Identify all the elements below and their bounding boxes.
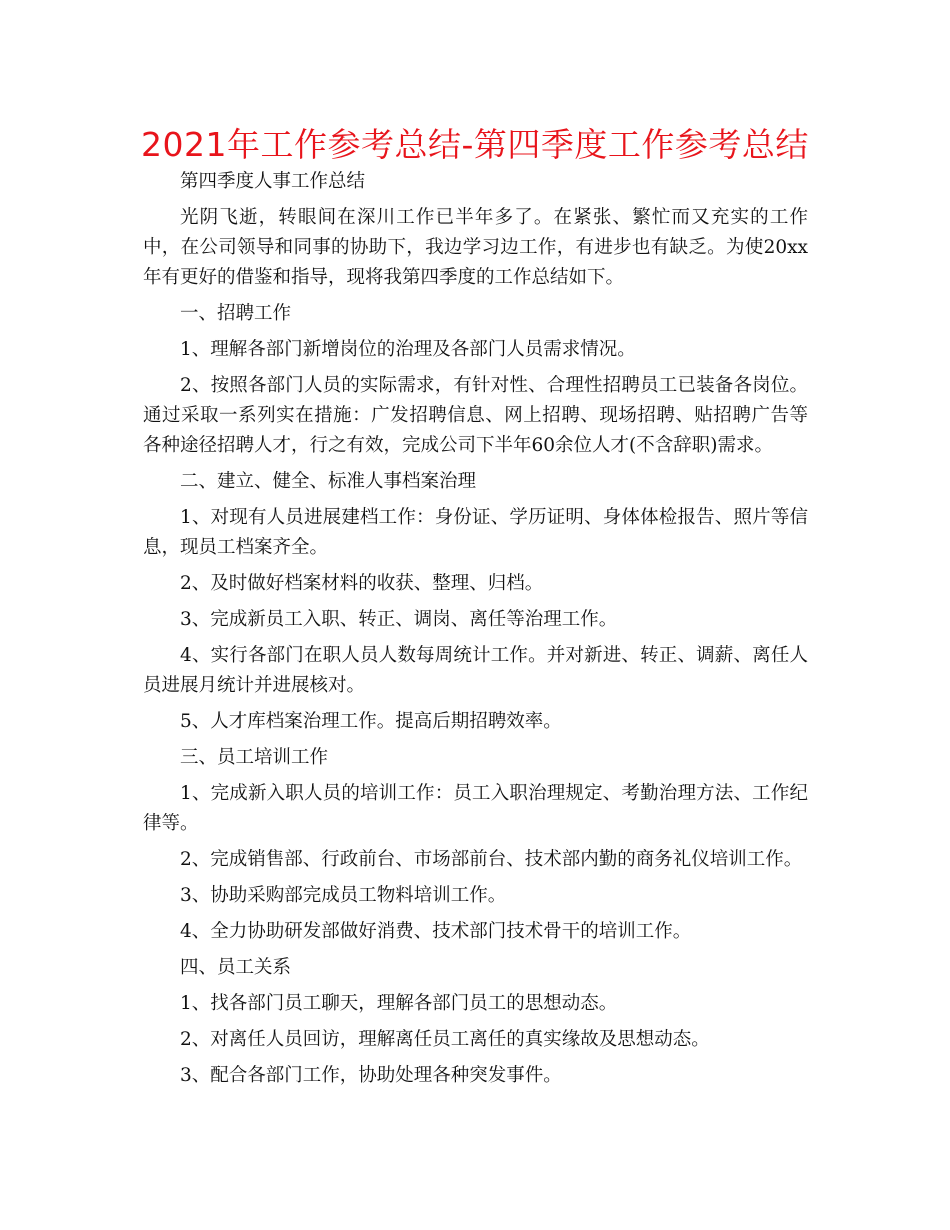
paragraph-intro: 光阴飞逝，转眼间在深川工作已半年多了。在紧张、繁忙而又充实的工作中，在公司领导和同事的协助下，我边学习边工作，有进步也有缺乏。为使20xx年有更好的借鉴和指导，现将我第四季度的工作总结如下。 [143,207,808,288]
paragraph-training-3: 3、协助采购部完成员工物料培训工作。 [180,885,507,906]
paragraph-recruitment-1: 1、理解各部门新增岗位的治理及各部门人员需求情况。 [180,339,636,360]
paragraph-training-1: 1、完成新入职人员的培训工作：员工入职治理规定、考勤治理方法、工作纪律等。 [143,783,808,834]
paragraph-archives-1: 1、对现有人员进展建档工作：身份证、学历证明、身体体检报告、照片等信息，现员工档案齐全。 [143,507,808,558]
document-title: 2021年工作参考总结-第四季度工作参考总结 [141,125,809,164]
paragraph-relations-1: 1、找各部门员工聊天，理解各部门员工的思想动态。 [180,993,618,1014]
paragraph-training-2: 2、完成销售部、行政前台、市场部前台、技术部内勤的商务礼仪培训工作。 [180,849,803,870]
heading-training: 三、员工培训工作 [180,747,329,768]
paragraph-archives-2: 2、及时做好档案材料的收获、整理、归档。 [180,573,544,594]
heading-recruitment: 一、招聘工作 [180,303,292,324]
paragraph-training-4: 4、全力协助研发部做好消费、技术部门技术骨干的培训工作。 [180,921,692,942]
paragraph-section-heading: 第四季度人事工作总结 [180,171,366,192]
heading-employee-relations: 四、员工关系 [180,957,292,978]
paragraph-recruitment-2: 2、按照各部门人员的实际需求，有针对性、合理性招聘员工已装备各岗位。通过采取一系列实在措施：广发招聘信息、网上招聘、现场招聘、贴招聘广告等各种途径招聘人才，行之有效，完成公司下半年60余位人才(不含辞职)需求。 [143,375,808,456]
document-body [143,167,808,1097]
heading-archives: 二、建立、健全、标准人事档案治理 [180,471,477,492]
paragraph-relations-3: 3、配合各部门工作，协助处理各种突发事件。 [180,1065,562,1086]
paragraph-relations-2: 2、对离任人员回访，理解离任员工离任的真实缘故及思想动态。 [180,1029,710,1050]
paragraph-archives-4: 4、实行各部门在职人员人数每周统计工作。并对新进、转正、调薪、离任人员进展月统计并进展核对。 [143,645,808,696]
paragraph-archives-3: 3、完成新员工入职、转正、调岗、离任等治理工作。 [180,609,618,630]
paragraph-archives-5: 5、人才库档案治理工作。提高后期招聘效率。 [180,711,562,732]
